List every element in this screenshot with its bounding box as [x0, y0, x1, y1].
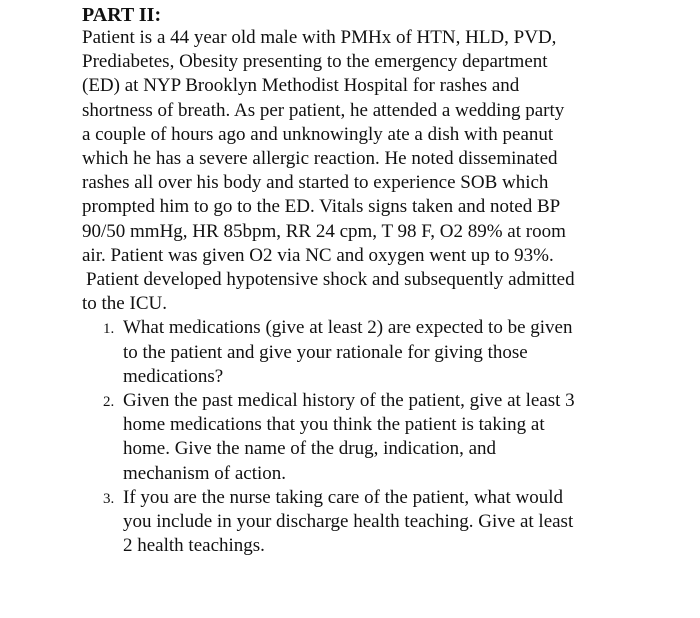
question-item-2: [82, 389, 627, 486]
question-list: [82, 316, 627, 558]
question-item-1: [82, 316, 627, 389]
question-line: If you are the nurse taking care of the patient, what would: [123, 486, 564, 508]
document-page: [82, 2, 627, 558]
question-number: 3.: [103, 490, 115, 507]
case-line: to the ICU.: [82, 293, 167, 315]
question-line: What medications (give at least 2) are expected to be given: [123, 317, 573, 339]
case-line: (ED) at NYP Brooklyn Methodist Hospital for rashes and: [82, 75, 520, 97]
question-line: you include in your discharge health teaching. Give at least: [123, 511, 574, 533]
question-number: 1.: [103, 321, 115, 338]
question-line: Given the past medical history of the patient, give at least 3: [123, 390, 575, 412]
question-line: 2 health teachings.: [123, 535, 265, 557]
question-item-3: [82, 486, 627, 559]
question-number: 2.: [103, 394, 115, 411]
case-line: rashes all over his body and started to experience SOB which: [82, 172, 549, 194]
question-line: mechanism of action.: [123, 462, 287, 484]
case-line: air. Patient was given O2 via NC and oxygen went up to 93%.: [82, 244, 554, 266]
case-description: [82, 26, 627, 316]
case-line: a couple of hours ago and unknowingly ate a dish with peanut: [82, 123, 554, 145]
case-line: prompted him to go to the ED. Vitals signs taken and noted BP: [82, 196, 561, 218]
case-line: shortness of breath. As per patient, he attended a wedding party: [82, 99, 565, 121]
question-line: medications?: [123, 365, 224, 387]
case-line: Patient developed hypotensive shock and subsequently admitted: [86, 269, 575, 291]
case-line: which he has a severe allergic reaction. He noted disseminated: [82, 148, 558, 170]
case-line: Prediabetes, Obesity presenting to the emergency department: [82, 51, 548, 73]
case-line: 90/50 mmHg, HR 85bpm, RR 24 cpm, T 98 F, O2 89% at room: [82, 220, 566, 242]
question-line: to the patient and give your rationale for giving those: [123, 341, 528, 363]
question-line: home. Give the name of the drug, indication, and: [123, 438, 497, 460]
question-line: home medications that you think the patient is taking at: [123, 414, 545, 436]
case-line: Patient is a 44 year old male with PMHx of HTN, HLD, PVD,: [82, 27, 557, 48]
part-heading: PART II:: [82, 4, 162, 26]
